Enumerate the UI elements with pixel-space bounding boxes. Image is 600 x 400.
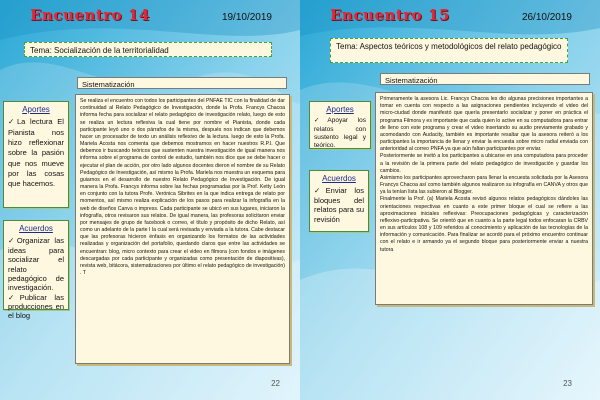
systematization-text: Primeramente la asesora Lic. Francys Chacoa les dio algunas precisiones importantes a tomar en cuenta con respecto a las asignaciones pendientes incluyendo el video del micro-ciudad donde manifestó que quería presentarlo socializar y poner en práctica el programa Filmora y es importante que cada quien lo active en su computadora para entrar de lleno con este programa y crear el video insertando su audio previamente grabado y acomodando con Audacity, también es importante resaltar que la asesora reiteró a los participantes la importancia de llenar y enviar la encuesta sobre micro radial enviada con anterioridad al correo PNFA ya que aún faltan participantes por enviar. Posteriormente se invitó a los participantes a ubicarse en una computadora para proceder a la revisión de la primera parte del relato pedagógico de investigación y guardar los cambios. Asimismo los participantes aprovecharon para llenar la encuesta solicitada por la Asesora Francys Chacoa así como también algunos realizaron su infografía en CANVA y otros que ya la tenían lista las subieron al Blogger. Finalmente la Prof. (a) Mariela Acosta revisó algunos relatos pedagógicos dándoles las orientaciones respectivas en cuanto a este primer bloque el cual se refiere a las aproximaciones iniciales reflexivas: Preocupaciones pedagógicas y caracterización reflexivo-participativa. Se orientó que en cuanto a la parte legal todos enfocaran la CRBV en sus artículos 108 y 109 referidos al conocimiento y aplicación de las tecnologías de la información y comunicación. Para finalizar se acordó para el próximo encuentro continuar con el relato e ir armando ya el segundo bloque para posteriormente enviar a nuestra tutora [375, 92, 593, 305]
agreements-title: Acuerdos [322, 174, 356, 183]
encounter-title: Encuentro 15 [330, 6, 450, 24]
agreement-item: ✓ Publicar las producciones en el blog [8, 293, 64, 321]
encounter-date: 19/10/2019 [221, 12, 272, 23]
systematization-label: Sistematización [380, 73, 590, 85]
contributions-title: Aportes [326, 105, 354, 114]
agreements-box [309, 170, 369, 232]
encounter-title: Encuentro 14 [30, 6, 150, 24]
page-number: 22 [271, 379, 280, 388]
agreements-box [3, 220, 69, 321]
contributions-box [3, 101, 69, 208]
encounter-date: 26/10/2019 [521, 12, 572, 23]
contribution-item: ✓ Apoyar los relatos con sustento legal y teórico. [314, 117, 366, 150]
topic-box: Tema: Socialización de la territorialidad [24, 42, 272, 57]
contributions-title: Aportes [22, 105, 50, 114]
agreement-item: ✓ Organizar las ideas para socializar el relato pedagógico de investigación. [8, 236, 64, 292]
page-number: 23 [563, 379, 572, 388]
contribution-item: ✓ La lectura El Pianista nos hizo reflexionar sobre la pasión que nos mueve por las cosas que hacemos. [8, 117, 64, 189]
agreements-title: Acuerdos [19, 224, 53, 233]
agreement-item: ✓ Enviar los bloques del relatos para su revisión [314, 186, 364, 224]
topic-box: Tema: Aspectos teóricos y metodológicos del relato pedagógico [330, 38, 568, 63]
page-right [300, 0, 600, 400]
contributions-box [309, 101, 371, 149]
systematization-text: Se realiza el encuentro con todos los participantes del PNFAE TIC con la finalidad de dar continuidad al Relato Pedagógico de Investigación, donde la Profa. Francys Chacoa informa fecha para socializar el relato pedagógico de investigación relato, luego de esto se realiza un lectura reflexiva la cual tiene por nombre el Pianista, donde cada participante leyó uno o dos párrafos de la misma, después nos indican que debemos hacer un procesador de texto un análisis reflexivo de la lectura. luego de esto la Profa. Mariela Acosta nos comenta que debemos mostrarnos en hacer nuestros R.P.I. Que debemos ir buscando teóricos que sustenten nuestra investigación de igual manera nos informa sobre el programa de control de estudio, también nos dice que se debe hacer o ejecutar el plan de acción, por otro lado algunos docentes dieron el nombre de su Relato Pedagógico de Investigación, así mismo la Profa. Mariela nos muestra un esquema para guiarnos en el desarrollo de nuestro Relato Pedagógico de Investigación. De igual manera la Profa. Francys informa sobre las fechas programadas por la Prof. Ketty León en conjunto con la tutora Profe. Verónica Sibrites en la que indica entrega de relato por momentos, así mismo realiza explicación de los pasos para realizar la infografía en la web de diseños Canva o impress. Cada participante se ubicó en sus lugares, iniciaron la infografía, otros revisaron sus relatos. De igual manera, las profesoras solicitaron enviar por mensajes de grupo de facebook o correo, el título y propósito de dicho Relato, así como un adelanto de la parte I la cual será revisada y enviada a la tutora. Cabe destacar que las profesoras hicieron énfasis en organizando los formatos de las actividades realizadas y organización del portafolio, quedando claros que entre las actividades se encuentran: blog, micro contexto para crear el video en filmora (con fondos e imágenes descargadas por cada participante y organizadas como presentación de diapositivas), revista web, bitácora, sistematizaciones por último el relato pedagógico de investigación) . T [75, 94, 290, 364]
systematization-label: Sistematización [77, 77, 287, 89]
